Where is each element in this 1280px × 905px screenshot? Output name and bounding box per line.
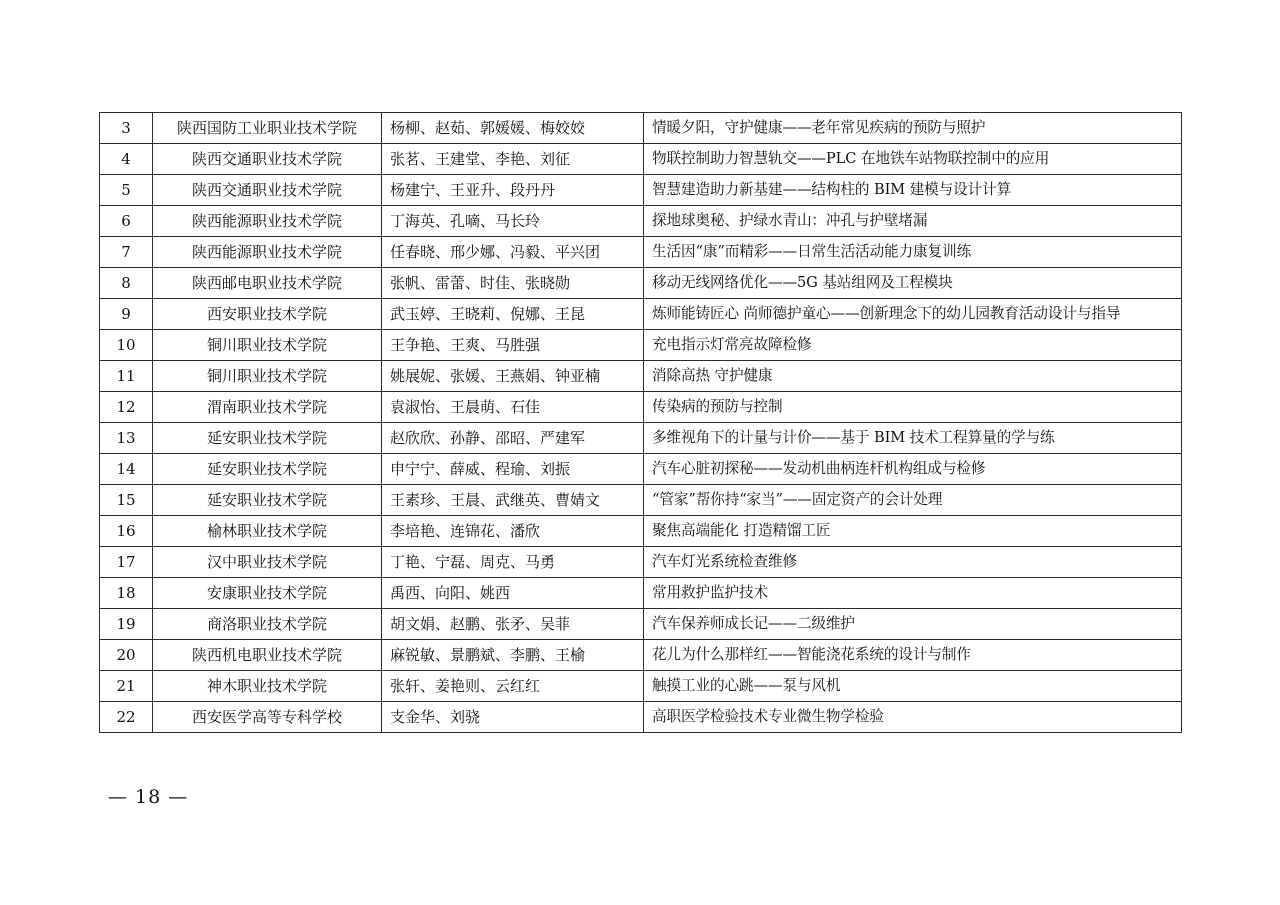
school-name: 陕西交通职业技术学院	[153, 144, 382, 175]
row-number: 17	[100, 547, 153, 578]
team-members: 丁艳、宁磊、周克、马勇	[382, 547, 644, 578]
school-name: 安康职业技术学院	[153, 578, 382, 609]
project-title: 汽车心脏初探秘——发动机曲柄连杆机构组成与检修	[644, 454, 1182, 485]
project-title: 聚焦高端能化 打造精馏工匠	[644, 516, 1182, 547]
row-number: 22	[100, 702, 153, 733]
row-number: 14	[100, 454, 153, 485]
table-row	[100, 113, 1182, 144]
table-row	[100, 206, 1182, 237]
project-title: 触摸工业的心跳——泵与风机	[644, 671, 1182, 702]
school-name: 陕西邮电职业技术学院	[153, 268, 382, 299]
team-members: 王素珍、王晨、武继英、曹婧文	[382, 485, 644, 516]
row-number: 9	[100, 299, 153, 330]
school-name: 汉中职业技术学院	[153, 547, 382, 578]
page-number: — 18 —	[108, 786, 189, 808]
table-row	[100, 640, 1182, 671]
table-row	[100, 485, 1182, 516]
school-name: 延安职业技术学院	[153, 485, 382, 516]
team-members: 武玉婷、王晓莉、倪娜、王昆	[382, 299, 644, 330]
table-row	[100, 237, 1182, 268]
project-title: 传染病的预防与控制	[644, 392, 1182, 423]
team-members: 王争艳、王爽、马胜强	[382, 330, 644, 361]
row-number: 21	[100, 671, 153, 702]
school-name: 商洛职业技术学院	[153, 609, 382, 640]
team-members: 禹西、向阳、姚西	[382, 578, 644, 609]
row-number: 8	[100, 268, 153, 299]
school-name: 陕西能源职业技术学院	[153, 206, 382, 237]
team-members: 李培艳、连锦花、潘欣	[382, 516, 644, 547]
school-name: 榆林职业技术学院	[153, 516, 382, 547]
project-title: 消除高热 守护健康	[644, 361, 1182, 392]
team-members: 申宁宁、薛威、程瑜、刘振	[382, 454, 644, 485]
team-members: 姚展妮、张媛、王燕娟、钟亚楠	[382, 361, 644, 392]
school-name: 陕西机电职业技术学院	[153, 640, 382, 671]
table-row	[100, 144, 1182, 175]
table-row	[100, 516, 1182, 547]
row-number: 10	[100, 330, 153, 361]
table-row	[100, 671, 1182, 702]
row-number: 13	[100, 423, 153, 454]
team-members: 支金华、刘骁	[382, 702, 644, 733]
row-number: 3	[100, 113, 153, 144]
school-name: 陕西能源职业技术学院	[153, 237, 382, 268]
table-row	[100, 578, 1182, 609]
project-title: 高职医学检验技术专业微生物学检验	[644, 702, 1182, 733]
team-members: 杨建宁、王亚升、段丹丹	[382, 175, 644, 206]
team-members: 任春晓、邢少娜、冯毅、平兴团	[382, 237, 644, 268]
row-number: 5	[100, 175, 153, 206]
project-title: 生活因“康”而精彩——日常生活活动能力康复训练	[644, 237, 1182, 268]
table-row	[100, 268, 1182, 299]
row-number: 20	[100, 640, 153, 671]
project-title: 汽车灯光系统检查维修	[644, 547, 1182, 578]
row-number: 12	[100, 392, 153, 423]
award-table	[99, 112, 1182, 733]
project-title: 炼师能铸匠心 尚师德护童心——创新理念下的幼儿园教育活动设计与指导	[644, 299, 1182, 330]
row-number: 11	[100, 361, 153, 392]
team-members: 丁海英、孔嘀、马长玲	[382, 206, 644, 237]
table-row	[100, 702, 1182, 733]
team-members: 赵欣欣、孙静、邵昭、严建军	[382, 423, 644, 454]
project-title: 智慧建造助力新基建——结构柱的 BIM 建模与设计计算	[644, 175, 1182, 206]
table-row	[100, 392, 1182, 423]
school-name: 铜川职业技术学院	[153, 361, 382, 392]
row-number: 16	[100, 516, 153, 547]
school-name: 渭南职业技术学院	[153, 392, 382, 423]
team-members: 张帆、雷蕾、时佳、张晓勋	[382, 268, 644, 299]
school-name: 铜川职业技术学院	[153, 330, 382, 361]
table-row	[100, 330, 1182, 361]
project-title: 常用救护监护技术	[644, 578, 1182, 609]
team-members: 张轩、姜艳则、云红红	[382, 671, 644, 702]
row-number: 18	[100, 578, 153, 609]
project-title: “管家”帮你持“家当”——固定资产的会计处理	[644, 485, 1182, 516]
row-number: 19	[100, 609, 153, 640]
project-title: 物联控制助力智慧轨交——PLC 在地铁车站物联控制中的应用	[644, 144, 1182, 175]
school-name: 神木职业技术学院	[153, 671, 382, 702]
table-row	[100, 454, 1182, 485]
project-title: 情暖夕阳，守护健康——老年常见疾病的预防与照护	[644, 113, 1182, 144]
project-title: 花儿为什么那样红——智能浇花系统的设计与制作	[644, 640, 1182, 671]
table-row	[100, 423, 1182, 454]
project-title: 探地球奥秘、护绿水青山：冲孔与护壁堵漏	[644, 206, 1182, 237]
project-title: 汽车保养师成长记——二级维护	[644, 609, 1182, 640]
school-name: 延安职业技术学院	[153, 454, 382, 485]
team-members: 胡文娟、赵鹏、张矛、吴菲	[382, 609, 644, 640]
school-name: 西安职业技术学院	[153, 299, 382, 330]
table-row	[100, 361, 1182, 392]
row-number: 6	[100, 206, 153, 237]
table-row	[100, 299, 1182, 330]
table-row	[100, 609, 1182, 640]
team-members: 张茗、王建堂、李艳、刘征	[382, 144, 644, 175]
award-table-body	[100, 113, 1182, 733]
team-members: 杨柳、赵茹、郭媛媛、梅姣姣	[382, 113, 644, 144]
project-title: 充电指示灯常亮故障检修	[644, 330, 1182, 361]
project-title: 多维视角下的计量与计价——基于 BIM 技术工程算量的学与练	[644, 423, 1182, 454]
school-name: 延安职业技术学院	[153, 423, 382, 454]
table-row	[100, 547, 1182, 578]
team-members: 袁淑怡、王晨萌、石佳	[382, 392, 644, 423]
row-number: 15	[100, 485, 153, 516]
table-row	[100, 175, 1182, 206]
row-number: 4	[100, 144, 153, 175]
team-members: 麻锐敏、景鹏斌、李鹏、王榆	[382, 640, 644, 671]
project-title: 移动无线网络优化——5G 基站组网及工程模块	[644, 268, 1182, 299]
school-name: 西安医学高等专科学校	[153, 702, 382, 733]
row-number: 7	[100, 237, 153, 268]
school-name: 陕西国防工业职业技术学院	[153, 113, 382, 144]
school-name: 陕西交通职业技术学院	[153, 175, 382, 206]
